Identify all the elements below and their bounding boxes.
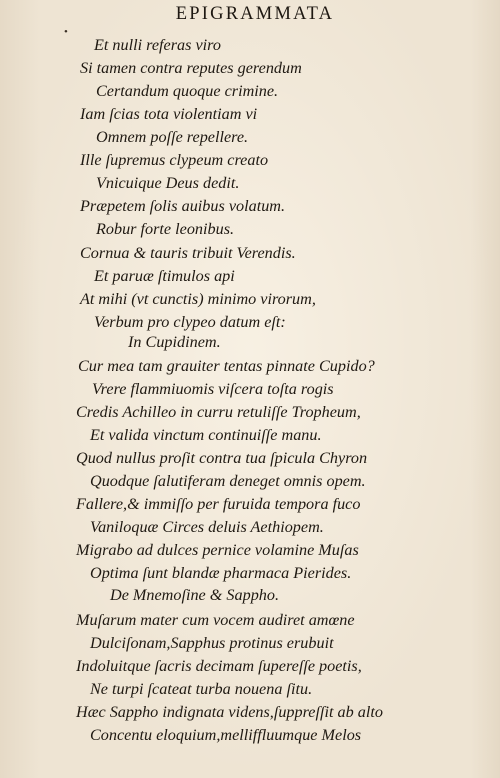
verse-line: Robur forte leonibus. xyxy=(96,220,235,238)
verse-line: Indoluitque ſacris decimam ſupereſſe poetis, xyxy=(76,657,362,675)
verse-line: Optima ſunt blandæ pharmaca Pierides. xyxy=(90,564,352,582)
verse-line: Cur mea tam grauiter tentas pinnate Cupido? xyxy=(78,357,375,375)
verse-line: Cornua & tauris tribuit Verendis. xyxy=(80,244,296,262)
verse-line: Concentu eloquium,melliffluumque Melos xyxy=(90,726,362,744)
verse-line: Certandum quoque crimine. xyxy=(96,82,279,100)
poem-title: De Mnemoſine & Sappho. xyxy=(110,586,280,604)
verse-line: Muſarum mater cum vocem audiret amœne xyxy=(76,611,355,629)
verse-line: Quodque ſalutiferam deneget omnis opem. xyxy=(90,472,366,490)
verse-line: Quod nullus proſit contra tua ſpicula Chyron xyxy=(76,449,368,467)
verse-line: Præpetem ſolis auibus volatum. xyxy=(80,197,286,215)
ink-mark: • xyxy=(64,26,68,38)
verse-line: Credis Achilleo in curru retuliſſe Tropheum, xyxy=(76,403,361,421)
verse-line: Et valida vinctum continuiſſe manu. xyxy=(90,426,322,444)
verse-line: Verbum pro clypeo datum eſt: xyxy=(94,313,286,331)
verse-line: Ne turpi ſcateat turba nouena ſitu. xyxy=(90,680,313,698)
verse-line: Migrabo ad dulces pernice volamine Muſas xyxy=(76,541,359,559)
running-head xyxy=(0,4,500,25)
verse-line: Vrere flammiuomis viſcera toſta rogis xyxy=(92,380,334,398)
verse-line: Et paruæ ſtimulos api xyxy=(94,267,235,285)
verse-line: Iam ſcias tota violentiam vi xyxy=(80,105,258,123)
verse-line: Vnicuique Deus dedit. xyxy=(96,174,240,192)
running-head-text: EPIGRAMMATA xyxy=(175,4,335,24)
verse-line: Vaniloquæ Circes deluis Aethiopem. xyxy=(90,518,324,536)
verse-line: Hæc Sappho indignata videns,ſuppreſſit ab alto xyxy=(76,703,383,721)
verse-line: Omnem poſſe repellere. xyxy=(96,128,249,146)
verse-line: Et nulli referas viro xyxy=(94,36,221,54)
verse-line: Ille ſupremus clypeum creato xyxy=(80,151,269,169)
verse-line: Si tamen contra reputes gerendum xyxy=(80,59,302,77)
verse-line: Dulciſonam,Sapphus protinus erubuit xyxy=(90,634,334,652)
verse-line: At mihi (vt cunctis) minimo virorum, xyxy=(80,290,316,308)
verse-line: Fallere,& immiſſo per furuida tempora fuco xyxy=(76,495,361,513)
poem-title: In Cupidinem. xyxy=(128,333,221,351)
